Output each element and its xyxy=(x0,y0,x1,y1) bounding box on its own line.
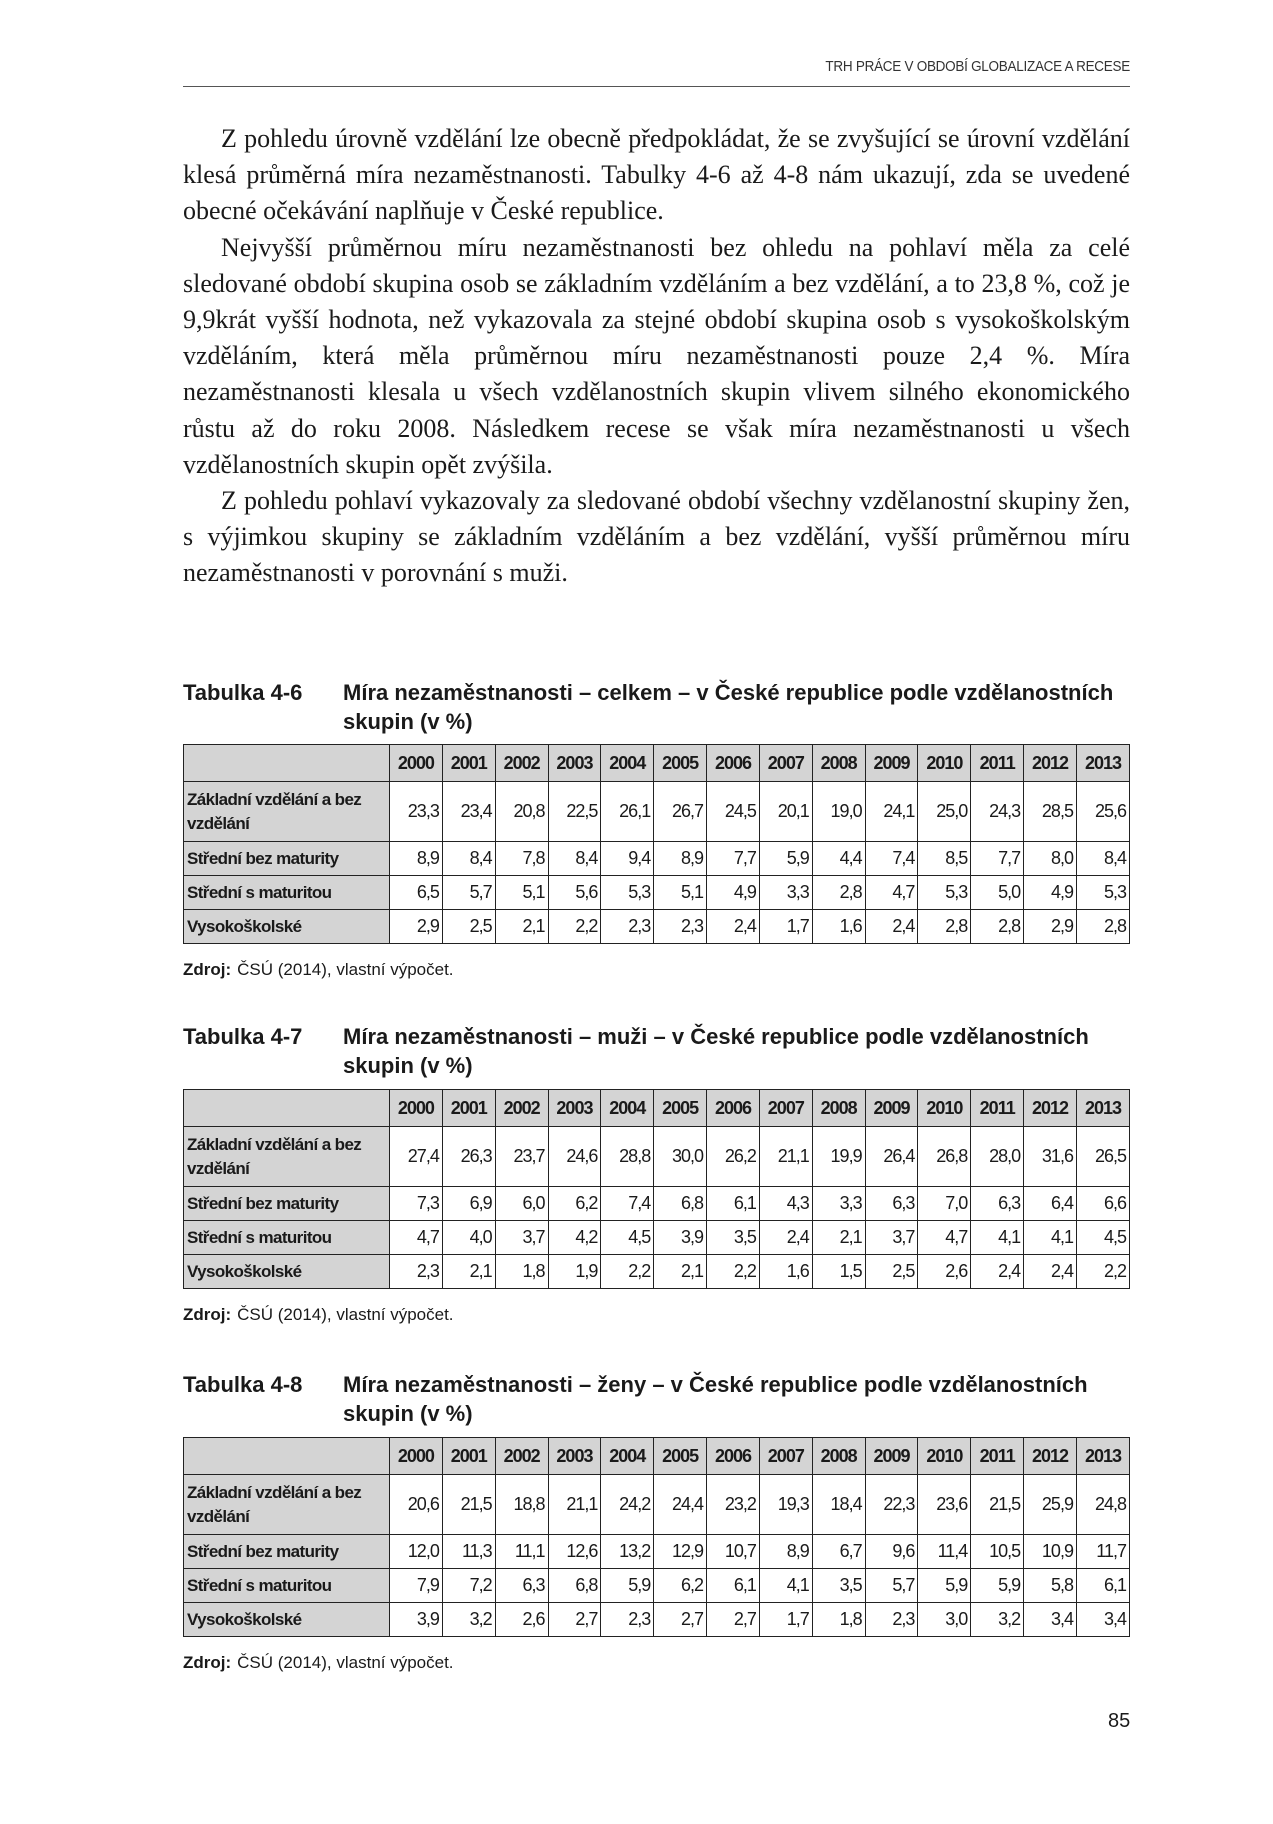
value-cell: 5,9 xyxy=(759,842,812,876)
value-cell: 7,2 xyxy=(442,1569,495,1603)
value-cell: 5,7 xyxy=(865,1569,918,1603)
value-cell: 23,7 xyxy=(495,1127,548,1187)
value-cell: 5,9 xyxy=(971,1569,1024,1603)
value-cell: 1,8 xyxy=(812,1603,865,1637)
value-cell: 22,3 xyxy=(865,1475,918,1535)
row-label: Vysokoškolské xyxy=(184,1603,390,1637)
value-cell: 21,1 xyxy=(548,1475,601,1535)
year-header: 2001 xyxy=(442,745,495,782)
value-cell: 11,7 xyxy=(1076,1535,1129,1569)
value-cell: 26,7 xyxy=(654,782,707,842)
year-header: 2006 xyxy=(707,1090,760,1127)
table-caption xyxy=(183,678,1130,736)
value-cell: 5,1 xyxy=(654,876,707,910)
value-cell: 6,7 xyxy=(812,1535,865,1569)
row-label: Střední bez maturity xyxy=(184,1535,390,1569)
year-header: 2000 xyxy=(390,1090,443,1127)
value-cell: 1,6 xyxy=(812,910,865,944)
table-row xyxy=(184,1475,1130,1535)
value-cell: 2,3 xyxy=(865,1603,918,1637)
value-cell: 4,5 xyxy=(601,1221,654,1255)
value-cell: 4,1 xyxy=(759,1569,812,1603)
table-title: Míra nezaměstnanosti – celkem – v České republice podle vzdělanostních skupin (v %) xyxy=(343,680,1114,734)
value-cell: 18,4 xyxy=(812,1475,865,1535)
value-cell: 11,3 xyxy=(442,1535,495,1569)
year-header: 2004 xyxy=(601,1090,654,1127)
value-cell: 26,2 xyxy=(707,1127,760,1187)
value-cell: 8,9 xyxy=(654,842,707,876)
row-label: Střední s maturitou xyxy=(184,876,390,910)
value-cell: 2,2 xyxy=(707,1255,760,1289)
year-header: 2000 xyxy=(390,745,443,782)
value-cell: 2,4 xyxy=(865,910,918,944)
corner-cell xyxy=(184,1438,390,1475)
value-cell: 2,3 xyxy=(601,1603,654,1637)
year-header: 2013 xyxy=(1076,745,1129,782)
header-row xyxy=(184,745,1130,782)
value-cell: 4,9 xyxy=(1024,876,1077,910)
value-cell: 3,7 xyxy=(865,1221,918,1255)
value-cell: 2,1 xyxy=(442,1255,495,1289)
year-header: 2009 xyxy=(865,1438,918,1475)
value-cell: 19,9 xyxy=(812,1127,865,1187)
value-cell: 1,8 xyxy=(495,1255,548,1289)
value-cell: 7,4 xyxy=(865,842,918,876)
value-cell: 31,6 xyxy=(1024,1127,1077,1187)
value-cell: 6,2 xyxy=(548,1187,601,1221)
row-label: Střední bez maturity xyxy=(184,842,390,876)
value-cell: 7,3 xyxy=(390,1187,443,1221)
year-header: 2001 xyxy=(442,1438,495,1475)
value-cell: 3,5 xyxy=(812,1569,865,1603)
value-cell: 20,8 xyxy=(495,782,548,842)
value-cell: 4,1 xyxy=(1024,1221,1077,1255)
value-cell: 4,7 xyxy=(918,1221,971,1255)
table-caption xyxy=(183,1370,1130,1428)
year-header: 2003 xyxy=(548,1438,601,1475)
value-cell: 25,6 xyxy=(1076,782,1129,842)
header-row xyxy=(184,1438,1130,1475)
value-cell: 24,1 xyxy=(865,782,918,842)
value-cell: 19,0 xyxy=(812,782,865,842)
table-title: Míra nezaměstnanosti – ženy – v České republice podle vzdělanostních skupin (v %) xyxy=(343,1372,1088,1426)
year-header: 2005 xyxy=(654,1438,707,1475)
value-cell: 2,4 xyxy=(1024,1255,1077,1289)
value-cell: 3,4 xyxy=(1024,1603,1077,1637)
value-cell: 21,5 xyxy=(971,1475,1024,1535)
value-cell: 2,6 xyxy=(918,1255,971,1289)
value-cell: 1,7 xyxy=(759,1603,812,1637)
value-cell: 6,3 xyxy=(865,1187,918,1221)
year-header: 2004 xyxy=(601,1438,654,1475)
value-cell: 6,4 xyxy=(1024,1187,1077,1221)
year-header: 2006 xyxy=(707,1438,760,1475)
table-source xyxy=(183,1305,454,1325)
year-header: 2005 xyxy=(654,745,707,782)
table-row xyxy=(184,1187,1130,1221)
value-cell: 7,7 xyxy=(707,842,760,876)
value-cell: 8,4 xyxy=(1076,842,1129,876)
value-cell: 7,0 xyxy=(918,1187,971,1221)
year-header: 2008 xyxy=(812,1090,865,1127)
value-cell: 2,1 xyxy=(812,1221,865,1255)
value-cell: 4,7 xyxy=(865,876,918,910)
table-title: Míra nezaměstnanosti – muži – v České republice podle vzdělanostních skupin (v %) xyxy=(343,1024,1089,1078)
value-cell: 24,4 xyxy=(654,1475,707,1535)
table-row xyxy=(184,1127,1130,1187)
year-header: 2010 xyxy=(918,745,971,782)
value-cell: 21,5 xyxy=(442,1475,495,1535)
value-cell: 2,7 xyxy=(548,1603,601,1637)
row-label: Vysokoškolské xyxy=(184,1255,390,1289)
row-label: Základní vzdělání a bez vzdělání xyxy=(184,1127,390,1187)
value-cell: 2,2 xyxy=(548,910,601,944)
value-cell: 12,0 xyxy=(390,1535,443,1569)
value-cell: 25,9 xyxy=(1024,1475,1077,1535)
value-cell: 4,4 xyxy=(812,842,865,876)
row-label: Základní vzdělání a bez vzdělání xyxy=(184,782,390,842)
value-cell: 24,6 xyxy=(548,1127,601,1187)
value-cell: 23,4 xyxy=(442,782,495,842)
value-cell: 5,9 xyxy=(601,1569,654,1603)
table-row xyxy=(184,1255,1130,1289)
value-cell: 3,4 xyxy=(1076,1603,1129,1637)
value-cell: 20,6 xyxy=(390,1475,443,1535)
year-header: 2002 xyxy=(495,1438,548,1475)
value-cell: 12,6 xyxy=(548,1535,601,1569)
value-cell: 6,8 xyxy=(548,1569,601,1603)
value-cell: 2,1 xyxy=(495,910,548,944)
year-header: 2012 xyxy=(1024,745,1077,782)
value-cell: 2,7 xyxy=(654,1603,707,1637)
value-cell: 3,9 xyxy=(654,1221,707,1255)
row-label: Střední s maturitou xyxy=(184,1221,390,1255)
value-cell: 24,2 xyxy=(601,1475,654,1535)
value-cell: 2,2 xyxy=(1076,1255,1129,1289)
source-label: Zdroj: xyxy=(183,1305,232,1324)
paragraph: Z pohledu úrovně vzdělání lze obecně předpokládat, že se zvyšující se úrovní vzdělání klesá průměrná míra nezaměstnanosti. Tabulky 4-6 až 4-8 nám ukazují, zda se uvedené obecné očekávání naplňuje v České republice. xyxy=(183,124,1130,226)
value-cell: 2,5 xyxy=(865,1255,918,1289)
value-cell: 28,0 xyxy=(971,1127,1024,1187)
value-cell: 3,7 xyxy=(495,1221,548,1255)
value-cell: 2,9 xyxy=(390,910,443,944)
value-cell: 2,4 xyxy=(759,1221,812,1255)
year-header: 2013 xyxy=(1076,1438,1129,1475)
year-header: 2000 xyxy=(390,1438,443,1475)
value-cell: 7,7 xyxy=(971,842,1024,876)
value-cell: 26,8 xyxy=(918,1127,971,1187)
value-cell: 8,5 xyxy=(918,842,971,876)
running-head: TRH PRÁCE V OBDOBÍ GLOBALIZACE A RECESE xyxy=(825,58,1130,75)
source-label: Zdroj: xyxy=(183,960,232,979)
unemployment-table xyxy=(183,744,1130,944)
value-cell: 4,3 xyxy=(759,1187,812,1221)
table-row xyxy=(184,1535,1130,1569)
value-cell: 5,3 xyxy=(1076,876,1129,910)
value-cell: 2,9 xyxy=(1024,910,1077,944)
value-cell: 2,6 xyxy=(495,1603,548,1637)
value-cell: 4,0 xyxy=(442,1221,495,1255)
value-cell: 2,3 xyxy=(390,1255,443,1289)
value-cell: 1,6 xyxy=(759,1255,812,1289)
value-cell: 18,8 xyxy=(495,1475,548,1535)
value-cell: 2,3 xyxy=(654,910,707,944)
value-cell: 11,4 xyxy=(918,1535,971,1569)
value-cell: 28,5 xyxy=(1024,782,1077,842)
value-cell: 2,2 xyxy=(601,1255,654,1289)
value-cell: 10,9 xyxy=(1024,1535,1077,1569)
value-cell: 2,8 xyxy=(812,876,865,910)
value-cell: 1,7 xyxy=(759,910,812,944)
value-cell: 3,2 xyxy=(971,1603,1024,1637)
year-header: 2013 xyxy=(1076,1090,1129,1127)
value-cell: 3,3 xyxy=(812,1187,865,1221)
value-cell: 5,1 xyxy=(495,876,548,910)
value-cell: 28,8 xyxy=(601,1127,654,1187)
value-cell: 6,3 xyxy=(971,1187,1024,1221)
source-text: ČSÚ (2014), vlastní výpočet. xyxy=(237,960,454,979)
year-header: 2012 xyxy=(1024,1438,1077,1475)
table-number: Tabulka 4-7 xyxy=(183,1024,303,1049)
table-caption xyxy=(183,1022,1130,1080)
value-cell: 11,1 xyxy=(495,1535,548,1569)
value-cell: 7,8 xyxy=(495,842,548,876)
year-header: 2010 xyxy=(918,1090,971,1127)
year-header: 2006 xyxy=(707,745,760,782)
value-cell: 8,4 xyxy=(548,842,601,876)
table-number: Tabulka 4-8 xyxy=(183,1372,303,1397)
year-header: 2005 xyxy=(654,1090,707,1127)
year-header: 2011 xyxy=(971,745,1024,782)
year-header: 2002 xyxy=(495,1090,548,1127)
table-source xyxy=(183,1653,454,1673)
table-row xyxy=(184,876,1130,910)
value-cell: 6,2 xyxy=(654,1569,707,1603)
paragraph: Nejvyšší průměrnou míru nezaměstnanosti bez ohledu na pohlaví měla za celé sledované období skupina osob se základním vzděláním a bez vzdělání, a to 23,8 %, což je 9,9krát vyšší hodnota, než vykazovala za stejné období skupina osob s vysokoškolským vzděláním, která měla průměrnou míru nezaměstnanosti pouze 2,4 %. Míra nezaměstnanosti klesala u všech vzdělanostních skupin vlivem silného ekonomického růstu až do roku 2008. Následkem recese se však míra nezaměstnanosti u všech vzdělanostních skupin opět zvýšila. xyxy=(183,232,1130,479)
value-cell: 1,9 xyxy=(548,1255,601,1289)
value-cell: 6,1 xyxy=(707,1569,760,1603)
year-header: 2010 xyxy=(918,1438,971,1475)
year-header: 2001 xyxy=(442,1090,495,1127)
value-cell: 5,0 xyxy=(971,876,1024,910)
value-cell: 2,8 xyxy=(971,910,1024,944)
header-rule xyxy=(183,86,1130,87)
value-cell: 3,2 xyxy=(442,1603,495,1637)
year-header: 2011 xyxy=(971,1090,1024,1127)
value-cell: 5,6 xyxy=(548,876,601,910)
value-cell: 9,4 xyxy=(601,842,654,876)
value-cell: 6,1 xyxy=(707,1187,760,1221)
value-cell: 7,4 xyxy=(601,1187,654,1221)
value-cell: 8,9 xyxy=(759,1535,812,1569)
row-label: Základní vzdělání a bez vzdělání xyxy=(184,1475,390,1535)
value-cell: 2,3 xyxy=(601,910,654,944)
value-cell: 3,0 xyxy=(918,1603,971,1637)
value-cell: 2,5 xyxy=(442,910,495,944)
value-cell: 24,3 xyxy=(971,782,1024,842)
value-cell: 26,5 xyxy=(1076,1127,1129,1187)
value-cell: 27,4 xyxy=(390,1127,443,1187)
value-cell: 6,8 xyxy=(654,1187,707,1221)
value-cell: 5,8 xyxy=(1024,1569,1077,1603)
value-cell: 7,9 xyxy=(390,1569,443,1603)
value-cell: 26,3 xyxy=(442,1127,495,1187)
body-text xyxy=(183,121,1130,592)
year-header: 2003 xyxy=(548,745,601,782)
value-cell: 21,1 xyxy=(759,1127,812,1187)
value-cell: 6,6 xyxy=(1076,1187,1129,1221)
value-cell: 24,5 xyxy=(707,782,760,842)
value-cell: 8,4 xyxy=(442,842,495,876)
value-cell: 8,0 xyxy=(1024,842,1077,876)
value-cell: 26,4 xyxy=(865,1127,918,1187)
value-cell: 4,2 xyxy=(548,1221,601,1255)
value-cell: 3,3 xyxy=(759,876,812,910)
table-row xyxy=(184,1569,1130,1603)
value-cell: 6,9 xyxy=(442,1187,495,1221)
value-cell: 4,7 xyxy=(390,1221,443,1255)
corner-cell xyxy=(184,745,390,782)
year-header: 2012 xyxy=(1024,1090,1077,1127)
table-row xyxy=(184,1603,1130,1637)
value-cell: 5,3 xyxy=(918,876,971,910)
header-row xyxy=(184,1090,1130,1127)
table-row xyxy=(184,842,1130,876)
year-header: 2008 xyxy=(812,1438,865,1475)
source-label: Zdroj: xyxy=(183,1653,232,1672)
unemployment-table xyxy=(183,1437,1130,1637)
value-cell: 8,9 xyxy=(390,842,443,876)
value-cell: 2,7 xyxy=(707,1603,760,1637)
year-header: 2009 xyxy=(865,745,918,782)
value-cell: 5,3 xyxy=(601,876,654,910)
year-header: 2009 xyxy=(865,1090,918,1127)
table-row xyxy=(184,782,1130,842)
table-source xyxy=(183,960,454,980)
value-cell: 2,4 xyxy=(971,1255,1024,1289)
value-cell: 9,6 xyxy=(865,1535,918,1569)
source-text: ČSÚ (2014), vlastní výpočet. xyxy=(237,1305,454,1324)
value-cell: 3,9 xyxy=(390,1603,443,1637)
value-cell: 4,5 xyxy=(1076,1221,1129,1255)
value-cell: 2,8 xyxy=(918,910,971,944)
value-cell: 6,0 xyxy=(495,1187,548,1221)
unemployment-table xyxy=(183,1089,1130,1289)
row-label: Střední s maturitou xyxy=(184,1569,390,1603)
value-cell: 6,1 xyxy=(1076,1569,1129,1603)
value-cell: 19,3 xyxy=(759,1475,812,1535)
year-header: 2007 xyxy=(759,1438,812,1475)
source-text: ČSÚ (2014), vlastní výpočet. xyxy=(237,1653,454,1672)
value-cell: 10,5 xyxy=(971,1535,1024,1569)
value-cell: 4,1 xyxy=(971,1221,1024,1255)
value-cell: 23,6 xyxy=(918,1475,971,1535)
value-cell: 2,4 xyxy=(707,910,760,944)
year-header: 2007 xyxy=(759,745,812,782)
value-cell: 10,7 xyxy=(707,1535,760,1569)
value-cell: 3,5 xyxy=(707,1221,760,1255)
value-cell: 23,3 xyxy=(390,782,443,842)
value-cell: 2,1 xyxy=(654,1255,707,1289)
row-label: Vysokoškolské xyxy=(184,910,390,944)
value-cell: 2,8 xyxy=(1076,910,1129,944)
value-cell: 6,5 xyxy=(390,876,443,910)
value-cell: 5,7 xyxy=(442,876,495,910)
value-cell: 26,1 xyxy=(601,782,654,842)
value-cell: 24,8 xyxy=(1076,1475,1129,1535)
year-header: 2004 xyxy=(601,745,654,782)
paragraph: Z pohledu pohlaví vykazovaly za sledované období všechny vzdělanostní skupiny žen, s výjimkou skupiny se základním vzděláním a bez vzdělání, vyšší průměrnou míru nezaměstnanosti v porovnání s muži. xyxy=(183,486,1130,588)
table-row xyxy=(184,1221,1130,1255)
value-cell: 22,5 xyxy=(548,782,601,842)
value-cell: 30,0 xyxy=(654,1127,707,1187)
value-cell: 5,9 xyxy=(918,1569,971,1603)
value-cell: 20,1 xyxy=(759,782,812,842)
year-header: 2002 xyxy=(495,745,548,782)
table-number: Tabulka 4-6 xyxy=(183,680,303,705)
year-header: 2008 xyxy=(812,745,865,782)
year-header: 2007 xyxy=(759,1090,812,1127)
row-label: Střední bez maturity xyxy=(184,1187,390,1221)
value-cell: 4,9 xyxy=(707,876,760,910)
value-cell: 12,9 xyxy=(654,1535,707,1569)
value-cell: 25,0 xyxy=(918,782,971,842)
value-cell: 6,3 xyxy=(495,1569,548,1603)
year-header: 2003 xyxy=(548,1090,601,1127)
table-row xyxy=(184,910,1130,944)
corner-cell xyxy=(184,1090,390,1127)
value-cell: 13,2 xyxy=(601,1535,654,1569)
page-number: 85 xyxy=(1108,1710,1131,1732)
year-header: 2011 xyxy=(971,1438,1024,1475)
value-cell: 23,2 xyxy=(707,1475,760,1535)
value-cell: 1,5 xyxy=(812,1255,865,1289)
